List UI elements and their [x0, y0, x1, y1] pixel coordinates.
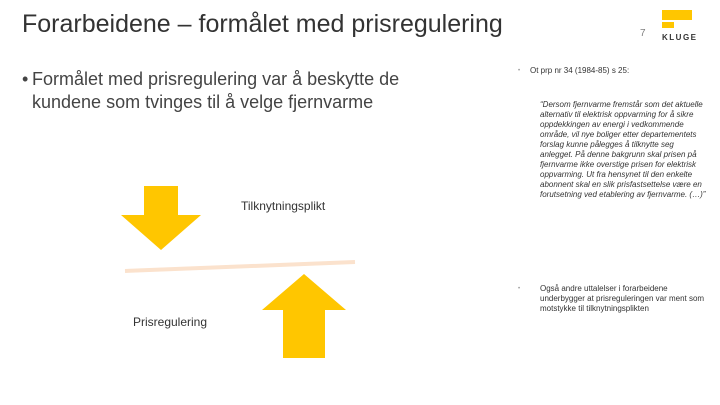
kluge-logo — [660, 10, 712, 40]
up-arrow-icon — [262, 274, 346, 358]
main-bullet — [22, 68, 462, 114]
balance-beam — [125, 262, 355, 271]
slide-title: Forarbeidene – formålet med prisregulering — [22, 10, 503, 38]
logo-text: KLUGE — [662, 33, 698, 42]
quote-text: “Dersom fjernvarme fremstår som det aktuelle alternativ til elektrisk oppvarming for å sikre oppdekkingen av energi i vedkommende område, vil nye boliger etter departementets forslag kunne pålegges å tilknytte seg anlegget. På denne bakgrunn skal prisen på fjernvarme ikke overstige prisen for elektrisk oppvarming. Ut fra hensynet til den enkelte abonnent skal en slik prisfastsettelse være en forutsetning ved etablering av fjernvarme. (…)” — [540, 100, 706, 199]
bullet-icon: • — [22, 69, 29, 89]
right-bullet-2-text: Også andre uttalelser i forarbeidene underbygger at prisreguleringen var ment som motstykke til tilknytningsplikten — [540, 284, 705, 313]
label-prisregulering: Prisregulering — [133, 315, 208, 329]
logo-mark-icon — [660, 10, 712, 30]
bullet-icon: • — [518, 286, 521, 292]
main-bullet-text: Formålet med prisregulering var å beskytte de kundene som tvinges til å velge fjernvarme — [32, 69, 400, 112]
right-bullet-1 — [518, 66, 714, 76]
right-bullet-1-text: Ot prp nr 34 (1984-85) s 25: — [530, 66, 630, 75]
page-number: 7 — [640, 28, 646, 39]
down-arrow-icon — [121, 186, 201, 250]
label-tilknytningsplikt: Tilknytningsplikt — [241, 199, 326, 213]
right-bullet-2 — [518, 284, 714, 314]
bullet-icon: • — [518, 68, 521, 74]
